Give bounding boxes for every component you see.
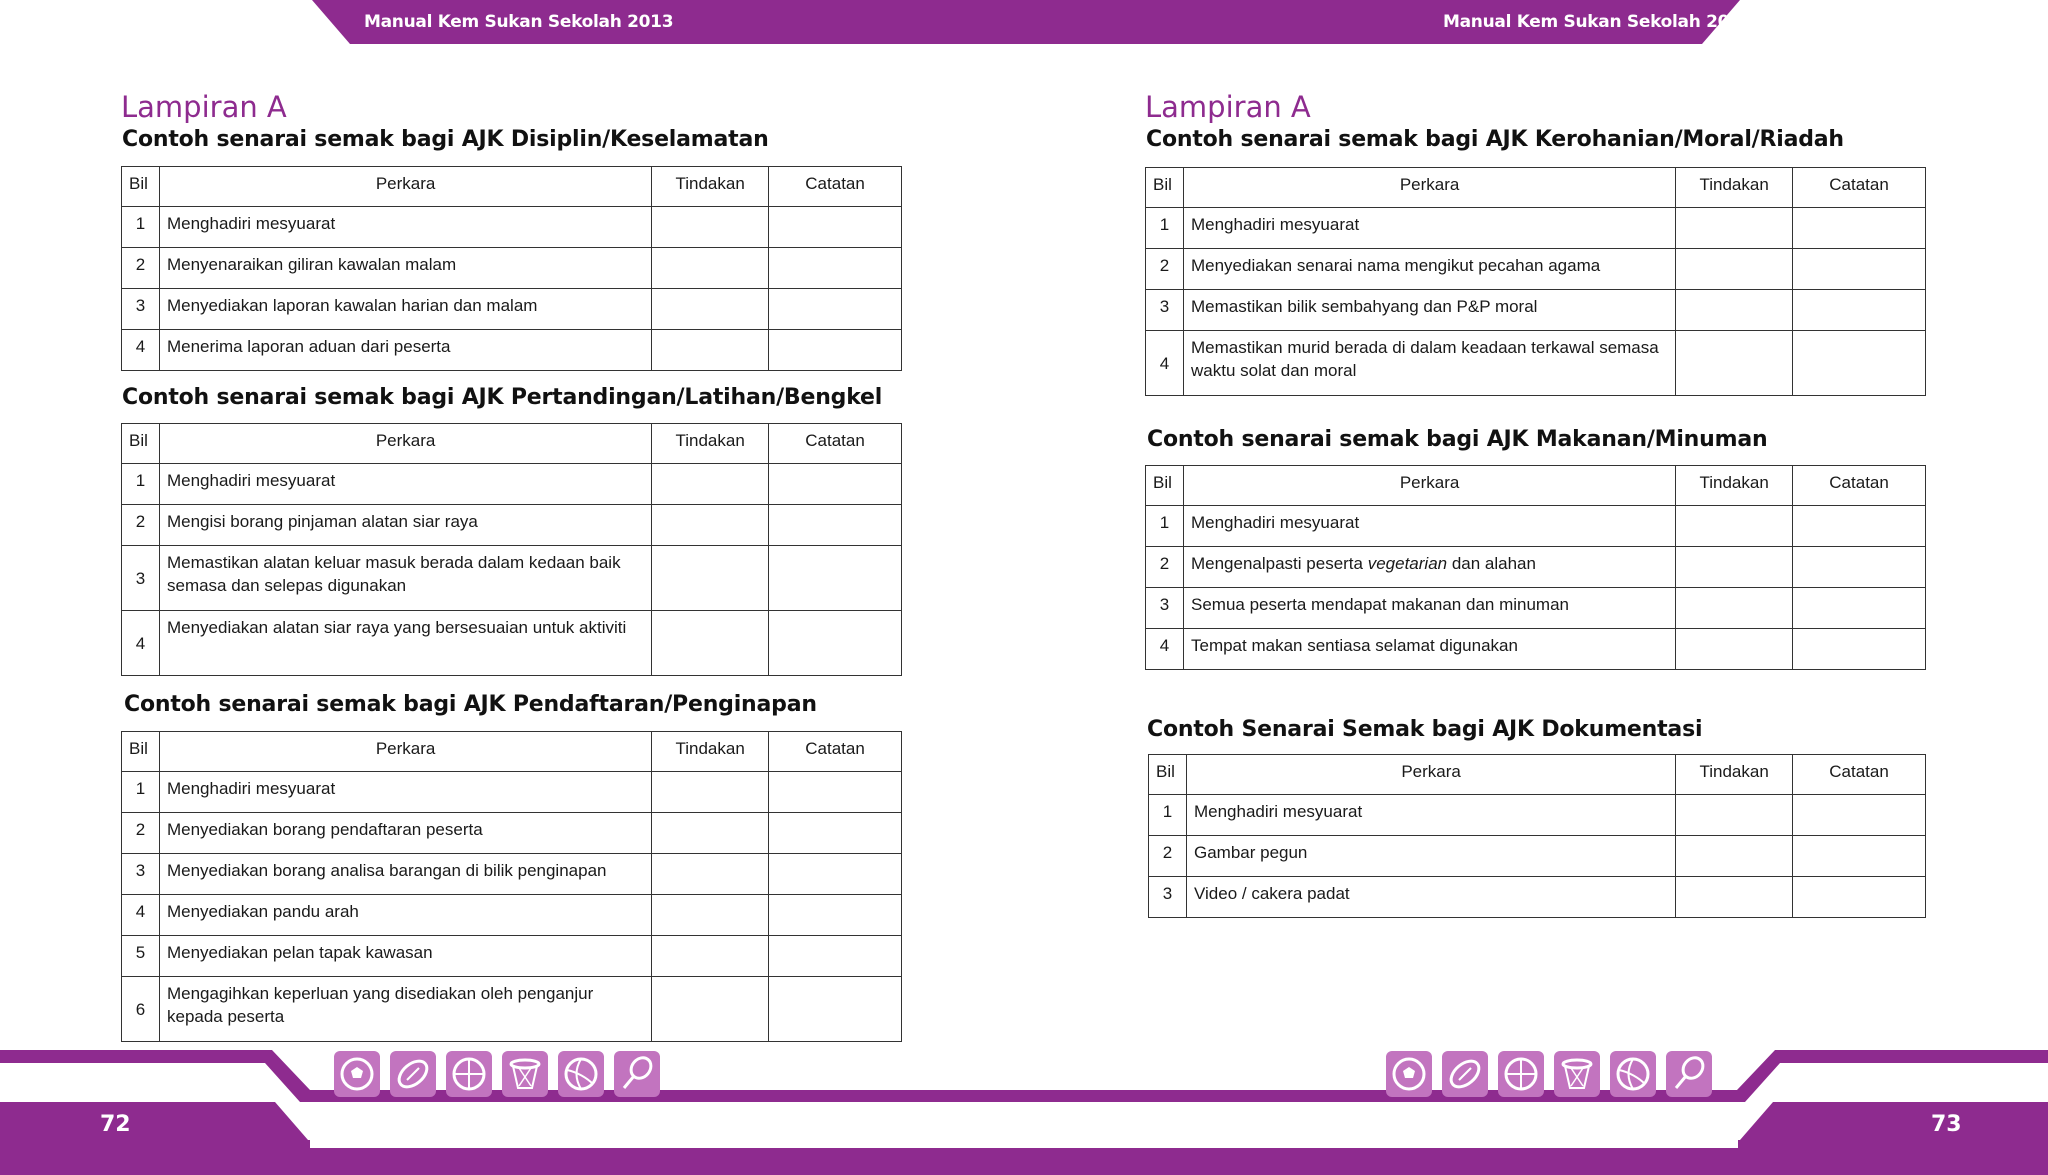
rugby-ball-icon xyxy=(390,1051,436,1097)
column-header-bil: Bil xyxy=(122,167,160,207)
header-title-left: Manual Kem Sukan Sekolah 2013 xyxy=(364,12,674,32)
column-header-tindakan: Tindakan xyxy=(1676,466,1793,506)
row-number: 4 xyxy=(1146,331,1184,396)
tindakan-cell[interactable] xyxy=(1676,506,1793,547)
row-number: 5 xyxy=(122,936,160,977)
tindakan-cell[interactable] xyxy=(652,248,769,289)
checklist-table-makanan xyxy=(1145,465,1926,670)
tindakan-cell[interactable] xyxy=(652,546,769,611)
table-row xyxy=(122,611,902,676)
table-row xyxy=(1146,588,1926,629)
column-header-tindakan: Tindakan xyxy=(652,167,769,207)
section-title-pendaftaran: Contoh senarai semak bagi AJK Pendaftaran/Penginapan xyxy=(124,692,817,717)
catatan-cell[interactable] xyxy=(769,248,902,289)
column-header-tindakan: Tindakan xyxy=(1676,755,1793,795)
row-number: 4 xyxy=(122,330,160,371)
table-row xyxy=(122,289,902,330)
catatan-cell[interactable] xyxy=(769,772,902,813)
row-perkara: Menyediakan borang analisa barangan di bilik penginapan xyxy=(159,854,651,895)
rugby-ball-icon xyxy=(1442,1051,1488,1097)
column-header-catatan: Catatan xyxy=(1793,466,1926,506)
row-perkara: Menyediakan senarai nama mengikut pecahan agama xyxy=(1183,249,1675,290)
tindakan-cell[interactable] xyxy=(652,977,769,1042)
row-number: 3 xyxy=(122,854,160,895)
column-header-tindakan: Tindakan xyxy=(1676,168,1793,208)
row-perkara: Menghadiri mesyuarat xyxy=(1186,795,1675,836)
checklist-table-disiplin xyxy=(121,166,902,371)
tindakan-cell[interactable] xyxy=(1676,795,1793,836)
catatan-cell[interactable] xyxy=(769,611,902,676)
row-number: 1 xyxy=(122,207,160,248)
row-perkara: Semua peserta mendapat makanan dan minuman xyxy=(1183,588,1675,629)
row-number: 3 xyxy=(122,546,160,611)
column-header-bil: Bil xyxy=(122,732,160,772)
page-number-right: 73 xyxy=(1931,1112,1962,1137)
catatan-cell[interactable] xyxy=(1793,331,1926,396)
table-row xyxy=(1146,208,1926,249)
row-perkara-part: dan alahan xyxy=(1447,554,1536,573)
row-number: 3 xyxy=(1146,588,1184,629)
row-perkara-italic: vegetarian xyxy=(1367,554,1448,573)
row-perkara: Mengisi borang pinjaman alatan siar raya xyxy=(159,505,651,546)
catatan-cell[interactable] xyxy=(769,289,902,330)
column-header-bil: Bil xyxy=(122,424,160,464)
tindakan-cell[interactable] xyxy=(652,289,769,330)
page-number-left: 72 xyxy=(100,1112,131,1137)
table-row xyxy=(1149,877,1926,918)
row-number: 1 xyxy=(122,772,160,813)
football-icon xyxy=(1386,1051,1432,1097)
catatan-cell[interactable] xyxy=(769,207,902,248)
table-row xyxy=(122,772,902,813)
catatan-cell[interactable] xyxy=(769,895,902,936)
column-header-perkara: Perkara xyxy=(159,167,651,207)
row-number: 1 xyxy=(1146,506,1184,547)
tindakan-cell[interactable] xyxy=(1676,547,1793,588)
badminton-racket-icon xyxy=(1666,1051,1712,1097)
table-row xyxy=(122,977,902,1042)
column-header-bil: Bil xyxy=(1149,755,1187,795)
row-perkara: Menyediakan alatan siar raya yang bersesuaian untuk aktiviti xyxy=(159,611,651,676)
row-perkara: Menerima laporan aduan dari peserta xyxy=(159,330,651,371)
tindakan-cell[interactable] xyxy=(1676,208,1793,249)
table-row xyxy=(122,464,902,505)
section-title-pertandingan: Contoh senarai semak bagi AJK Pertandingan/Latihan/Bengkel xyxy=(122,385,883,410)
row-perkara: Menyediakan pandu arah xyxy=(159,895,651,936)
catatan-cell[interactable] xyxy=(769,813,902,854)
tindakan-cell[interactable] xyxy=(1676,629,1793,670)
row-perkara: Video / cakera padat xyxy=(1186,877,1675,918)
table-row xyxy=(1149,795,1926,836)
row-number: 1 xyxy=(1146,208,1184,249)
catatan-cell[interactable] xyxy=(769,464,902,505)
column-header-perkara: Perkara xyxy=(159,424,651,464)
row-perkara xyxy=(1183,547,1675,588)
catatan-cell[interactable] xyxy=(769,546,902,611)
row-perkara: Menyenaraikan giliran kawalan malam xyxy=(159,248,651,289)
table-row xyxy=(1146,547,1926,588)
row-perkara-part: Mengenalpasti peserta xyxy=(1190,554,1368,573)
row-perkara: Memastikan murid berada di dalam keadaan terkawal semasa waktu solat dan moral xyxy=(1183,331,1675,396)
row-number: 1 xyxy=(1149,795,1187,836)
table-row xyxy=(122,546,902,611)
tindakan-cell[interactable] xyxy=(652,330,769,371)
column-header-catatan: Catatan xyxy=(769,732,902,772)
tindakan-cell[interactable] xyxy=(1676,249,1793,290)
checklist-table-kerohanian xyxy=(1145,167,1926,396)
volleyball-icon xyxy=(558,1051,604,1097)
badminton-racket-icon xyxy=(614,1051,660,1097)
catatan-cell[interactable] xyxy=(1793,506,1926,547)
row-perkara: Menghadiri mesyuarat xyxy=(159,464,651,505)
sport-icons-left xyxy=(334,1051,660,1097)
catatan-cell[interactable] xyxy=(1793,795,1926,836)
row-perkara: Menghadiri mesyuarat xyxy=(1183,208,1675,249)
row-number: 3 xyxy=(1149,877,1187,918)
tindakan-cell[interactable] xyxy=(652,813,769,854)
tindakan-cell[interactable] xyxy=(652,505,769,546)
tindakan-cell[interactable] xyxy=(1676,588,1793,629)
catatan-cell[interactable] xyxy=(1793,877,1926,918)
row-number: 2 xyxy=(122,248,160,289)
column-header-bil: Bil xyxy=(1146,168,1184,208)
football-icon xyxy=(334,1051,380,1097)
row-number: 2 xyxy=(1146,547,1184,588)
column-header-perkara: Perkara xyxy=(1183,168,1675,208)
row-perkara: Memastikan bilik sembahyang dan P&P moral xyxy=(1183,290,1675,331)
section-title-kerohanian: Contoh senarai semak bagi AJK Kerohanian/Moral/Riadah xyxy=(1146,127,1844,152)
tindakan-cell[interactable] xyxy=(1676,877,1793,918)
catatan-cell[interactable] xyxy=(769,330,902,371)
row-number: 6 xyxy=(122,977,160,1042)
table-row xyxy=(122,895,902,936)
column-header-catatan: Catatan xyxy=(769,167,902,207)
row-number: 3 xyxy=(1146,290,1184,331)
tindakan-cell[interactable] xyxy=(652,936,769,977)
table-row xyxy=(122,248,902,289)
section-title-disiplin: Contoh senarai semak bagi AJK Disiplin/Keselamatan xyxy=(122,127,769,152)
table-row xyxy=(122,936,902,977)
tindakan-cell[interactable] xyxy=(652,464,769,505)
checklist-table-pendaftaran xyxy=(121,731,902,1042)
table-row xyxy=(1146,331,1926,396)
sport-icons-right xyxy=(1386,1051,1712,1097)
section-title-makanan: Contoh senarai semak bagi AJK Makanan/Minuman xyxy=(1147,427,1768,452)
netball-hoop-icon xyxy=(502,1051,548,1097)
catatan-cell[interactable] xyxy=(769,936,902,977)
tindakan-cell[interactable] xyxy=(652,854,769,895)
row-perkara: Menyediakan laporan kawalan harian dan malam xyxy=(159,289,651,330)
row-perkara: Menyediakan borang pendaftaran peserta xyxy=(159,813,651,854)
table-row xyxy=(122,854,902,895)
tindakan-cell[interactable] xyxy=(1676,331,1793,396)
checklist-table-dokumentasi xyxy=(1148,754,1926,918)
row-perkara: Memastikan alatan keluar masuk berada dalam kedaan baik semasa dan selepas digunakan xyxy=(159,546,651,611)
row-number: 2 xyxy=(1149,836,1187,877)
column-header-catatan: Catatan xyxy=(769,424,902,464)
tindakan-cell[interactable] xyxy=(652,772,769,813)
netball-hoop-icon xyxy=(1554,1051,1600,1097)
row-number: 1 xyxy=(122,464,160,505)
table-row xyxy=(1149,836,1926,877)
tindakan-cell[interactable] xyxy=(652,207,769,248)
catatan-cell[interactable] xyxy=(1793,249,1926,290)
table-row xyxy=(122,207,902,248)
row-number: 4 xyxy=(122,895,160,936)
row-number: 3 xyxy=(122,289,160,330)
column-header-tindakan: Tindakan xyxy=(652,424,769,464)
catatan-cell[interactable] xyxy=(1793,547,1926,588)
column-header-tindakan: Tindakan xyxy=(652,732,769,772)
header-title-right: Manual Kem Sukan Sekolah 2013 xyxy=(1443,12,1753,32)
basketball-icon xyxy=(1498,1051,1544,1097)
row-number: 2 xyxy=(122,813,160,854)
row-perkara: Menyediakan pelan tapak kawasan xyxy=(159,936,651,977)
table-row xyxy=(1146,629,1926,670)
table-row xyxy=(1146,249,1926,290)
catatan-cell[interactable] xyxy=(1793,588,1926,629)
column-header-perkara: Perkara xyxy=(1183,466,1675,506)
row-number: 2 xyxy=(122,505,160,546)
column-header-catatan: Catatan xyxy=(1793,168,1926,208)
table-row xyxy=(122,813,902,854)
tindakan-cell[interactable] xyxy=(1676,290,1793,331)
row-perkara: Menghadiri mesyuarat xyxy=(159,207,651,248)
row-perkara: Mengagihkan keperluan yang disediakan oleh penganjur kepada peserta xyxy=(159,977,651,1042)
table-row xyxy=(122,505,902,546)
row-number: 4 xyxy=(1146,629,1184,670)
tindakan-cell[interactable] xyxy=(652,611,769,676)
table-row xyxy=(122,330,902,371)
column-header-bil: Bil xyxy=(1146,466,1184,506)
catatan-cell[interactable] xyxy=(1793,629,1926,670)
lampiran-heading: Lampiran A xyxy=(1145,90,1311,124)
table-row xyxy=(1146,506,1926,547)
section-title-dokumentasi: Contoh Senarai Semak bagi AJK Dokumentasi xyxy=(1147,717,1703,742)
catatan-cell[interactable] xyxy=(1793,290,1926,331)
column-header-perkara: Perkara xyxy=(1186,755,1675,795)
row-number: 4 xyxy=(122,611,160,676)
basketball-icon xyxy=(446,1051,492,1097)
column-header-catatan: Catatan xyxy=(1793,755,1926,795)
catatan-cell[interactable] xyxy=(1793,208,1926,249)
tindakan-cell[interactable] xyxy=(1676,836,1793,877)
catatan-cell[interactable] xyxy=(1793,836,1926,877)
checklist-table-pertandingan xyxy=(121,423,902,676)
page-73 xyxy=(1024,0,2048,1175)
row-number: 2 xyxy=(1146,249,1184,290)
table-row xyxy=(1146,290,1926,331)
row-perkara: Tempat makan sentiasa selamat digunakan xyxy=(1183,629,1675,670)
lampiran-heading: Lampiran A xyxy=(121,90,287,124)
column-header-perkara: Perkara xyxy=(159,732,651,772)
row-perkara: Menghadiri mesyuarat xyxy=(1183,506,1675,547)
footer-stripes xyxy=(0,1040,2048,1175)
row-perkara: Menghadiri mesyuarat xyxy=(159,772,651,813)
catatan-cell[interactable] xyxy=(769,505,902,546)
catatan-cell[interactable] xyxy=(769,977,902,1042)
volleyball-icon xyxy=(1610,1051,1656,1097)
row-perkara: Gambar pegun xyxy=(1186,836,1675,877)
catatan-cell[interactable] xyxy=(769,854,902,895)
tindakan-cell[interactable] xyxy=(652,895,769,936)
